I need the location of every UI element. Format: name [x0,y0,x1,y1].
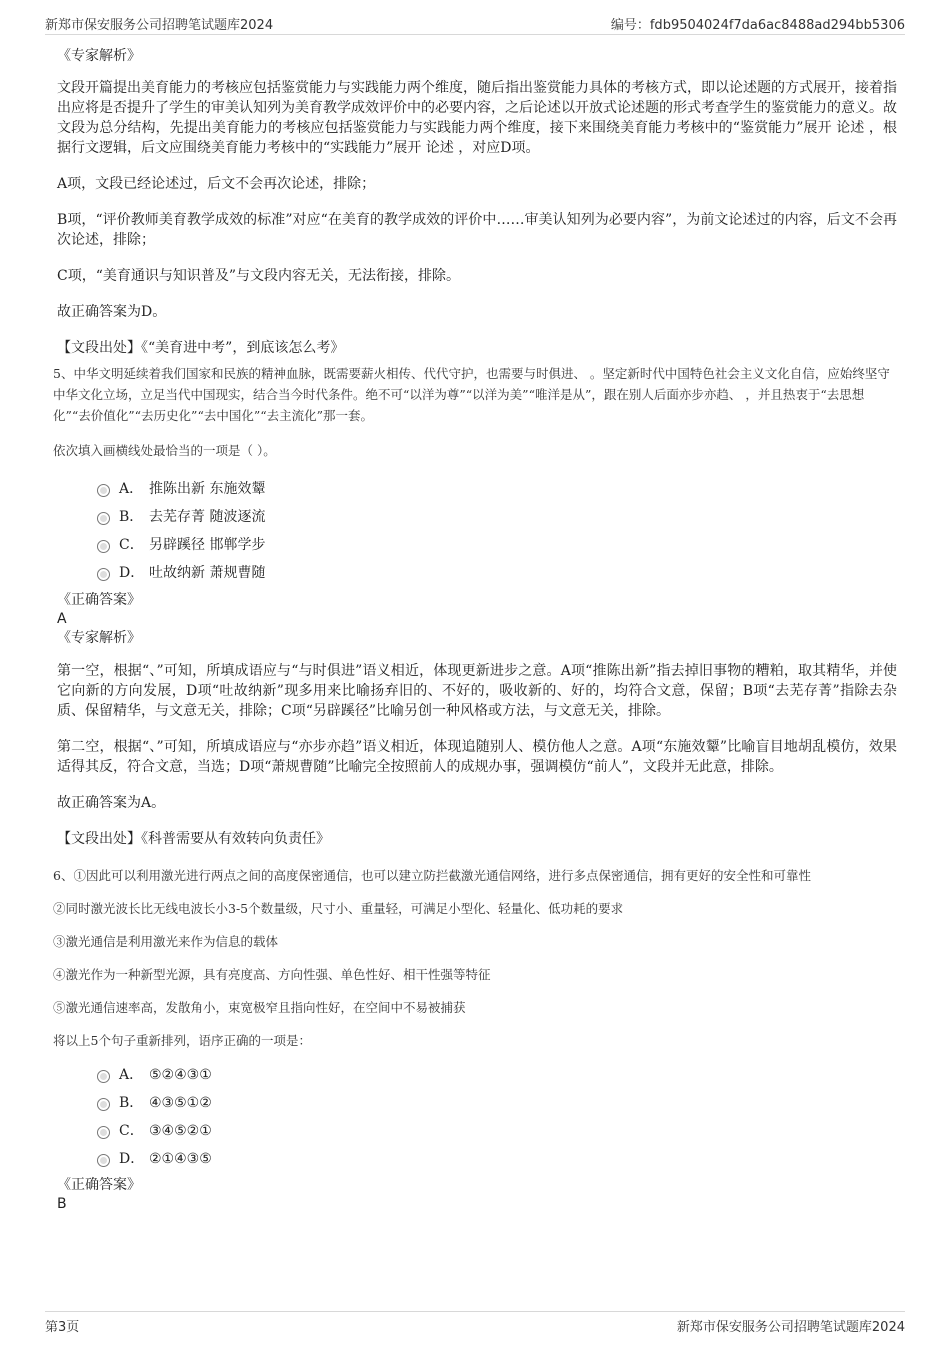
header-title: 新郑市保安服务公司招聘笔试题库2024 [45,18,274,33]
radio-button[interactable] [97,1070,110,1083]
option-c[interactable]: C． 另辟蹊径 邯郸学步 [57,531,897,559]
radio-button[interactable] [97,512,110,525]
radio-button[interactable] [97,1126,110,1139]
source-citation: 【文段出处】《科普需要从有效转向负责任》 [57,831,330,847]
page-content [53,46,897,1213]
option-list [57,1061,897,1173]
option-a[interactable]: A． 推陈出新 东施效颦 [57,475,897,503]
correct-answer-label: 《正确答案》 [57,1177,141,1193]
radio-button[interactable] [97,568,110,581]
radio-button[interactable] [97,1154,110,1167]
analysis-conclusion: 故正确答案为D。 [57,304,167,320]
expert-analysis-label: 《专家解析》 [57,630,141,646]
page-header [45,12,905,35]
analysis-paragraph: A项，文段已经论述过，后文不会再次论述，排除； [57,176,376,192]
radio-button[interactable] [97,540,110,553]
analysis-paragraph: B项，“评价教师美育教学成效的标准”对应“在美育的教学成效的评价中……审美认知列为必要内容”，为前文论述过的内容，后文不会再次论述，排除； [57,212,897,248]
option-d[interactable]: D． 吐故纳新 萧规曹随 [57,559,897,587]
question-prompt: 依次填入画横线处最恰当的一项是（ ）。 [53,443,276,458]
analysis-paragraph: 第二空，根据“、”可知，所填成语应与“亦步亦趋”语义相近，体现追随别人、模仿他人之意。A项“东施效颦”比喻盲目地胡乱模仿，效果适得其反，符合文意，当选；D项“萧规曹随”比喻完全按照前人的成规办事，强调模仿“前人”，文段并无此意，排除。 [57,739,897,775]
option-list [57,475,897,587]
option-b[interactable]: B． ④③⑤①② [57,1089,897,1117]
footer-title: 新郑市保安服务公司招聘笔试题库2024 [676,1320,905,1335]
sentence-item: ②同时激光波长比无线电波长小3-5个数量级，尺寸小、重量轻，可满足小型化、轻量化、低功耗的要求 [53,901,624,916]
expert-analysis-label: 《专家解析》 [57,48,141,64]
option-b[interactable]: B． 去芜存菁 随波逐流 [57,503,897,531]
question-prompt: 将以上5个句子重新排列，语序正确的一项是： [53,1033,311,1048]
option-a[interactable]: A． ⑤②④③① [57,1061,897,1089]
correct-answer: A [57,611,67,627]
correct-answer: B [57,1196,67,1212]
correct-answer-label: 《正确答案》 [57,592,141,608]
option-c[interactable]: C． ③④⑤②① [57,1117,897,1145]
question-stem: 5、中华文明延续着我们国家和民族的精神血脉，既需要薪火相传、代代守护，也需要与时俱进、 。坚定新时代中国特色社会主义文化自信，应始终坚守中华文化立场，立足当代中国现实，结合当今时代条件。绝不可“以洋为尊”“以洋为美”“唯洋是从”，跟在别人后面亦步亦趋、 ，并且热衷于“去思想化”“去价值化”“去历史化”“去中国化”“去主流化”那一套。 [53,366,890,423]
sentence-item: ④激光作为一种新型光源，具有亮度高、方向性强、单色性好、相干性强等特征 [53,967,491,982]
analysis-paragraph: 文段开篇提出美育能力的考核应包括鉴赏能力与实践能力两个维度，随后指出鉴赏能力具体的考核方式，即以论述题的方式展开，接着指出应将是否提升了学生的审美认知列为美育教学成效评价中的必要内容，之后论述以开放式论述题的形式考查学生的鉴赏能力的意义。故文段为总分结构，先提出美育能力的考核应包括鉴赏能力与实践能力两个维度，接下来围绕美育能力考核中的“鉴赏能力”展开 论述 ，根据行文逻辑，后文应围绕美育能力考核中的“实践能力”展开 论述 ，对应D项。 [57,80,897,156]
analysis-conclusion: 故正确答案为A。 [57,795,166,811]
radio-button[interactable] [97,484,110,497]
page-number: 第3页 [45,1320,80,1335]
source-citation: 【文段出处】《“美育进中考”，到底该怎么考》 [57,340,345,356]
analysis-paragraph: C项，“美育通识与知识普及”与文段内容无关，无法衔接，排除。 [57,268,461,284]
header-code: 编号：fdb9504024f7da6ac8488ad294bb5306 [610,18,905,33]
page-footer [45,1311,905,1336]
sentence-item: ⑤激光通信速率高，发散角小，束宽极窄且指向性好，在空间中不易被捕获 [53,1000,466,1015]
sentence-item: ③激光通信是利用激光来作为信息的载体 [53,934,279,949]
analysis-paragraph: 第一空，根据“、”可知，所填成语应与“与时俱进”语义相近，体现更新进步之意。A项“推陈出新”指去掉旧事物的糟粕，取其精华，并使它向新的方向发展，D项“吐故纳新”现多用来比喻扬弃旧的、不好的，吸收新的、好的，均符合文意，保留；B项“去芜存菁”指除去杂质、保留精华，与文意无关，排除；C项“另辟蹊径”比喻另创一种风格或方法，与文意无关，排除。 [57,663,897,719]
sentence-item: 6、①因此可以利用激光进行两点之间的高度保密通信，也可以建立防拦截激光通信网络，进行多点保密通信，拥有更好的安全性和可靠性 [53,868,811,883]
option-d[interactable]: D． ②①④③⑤ [57,1145,897,1173]
radio-button[interactable] [97,1098,110,1111]
